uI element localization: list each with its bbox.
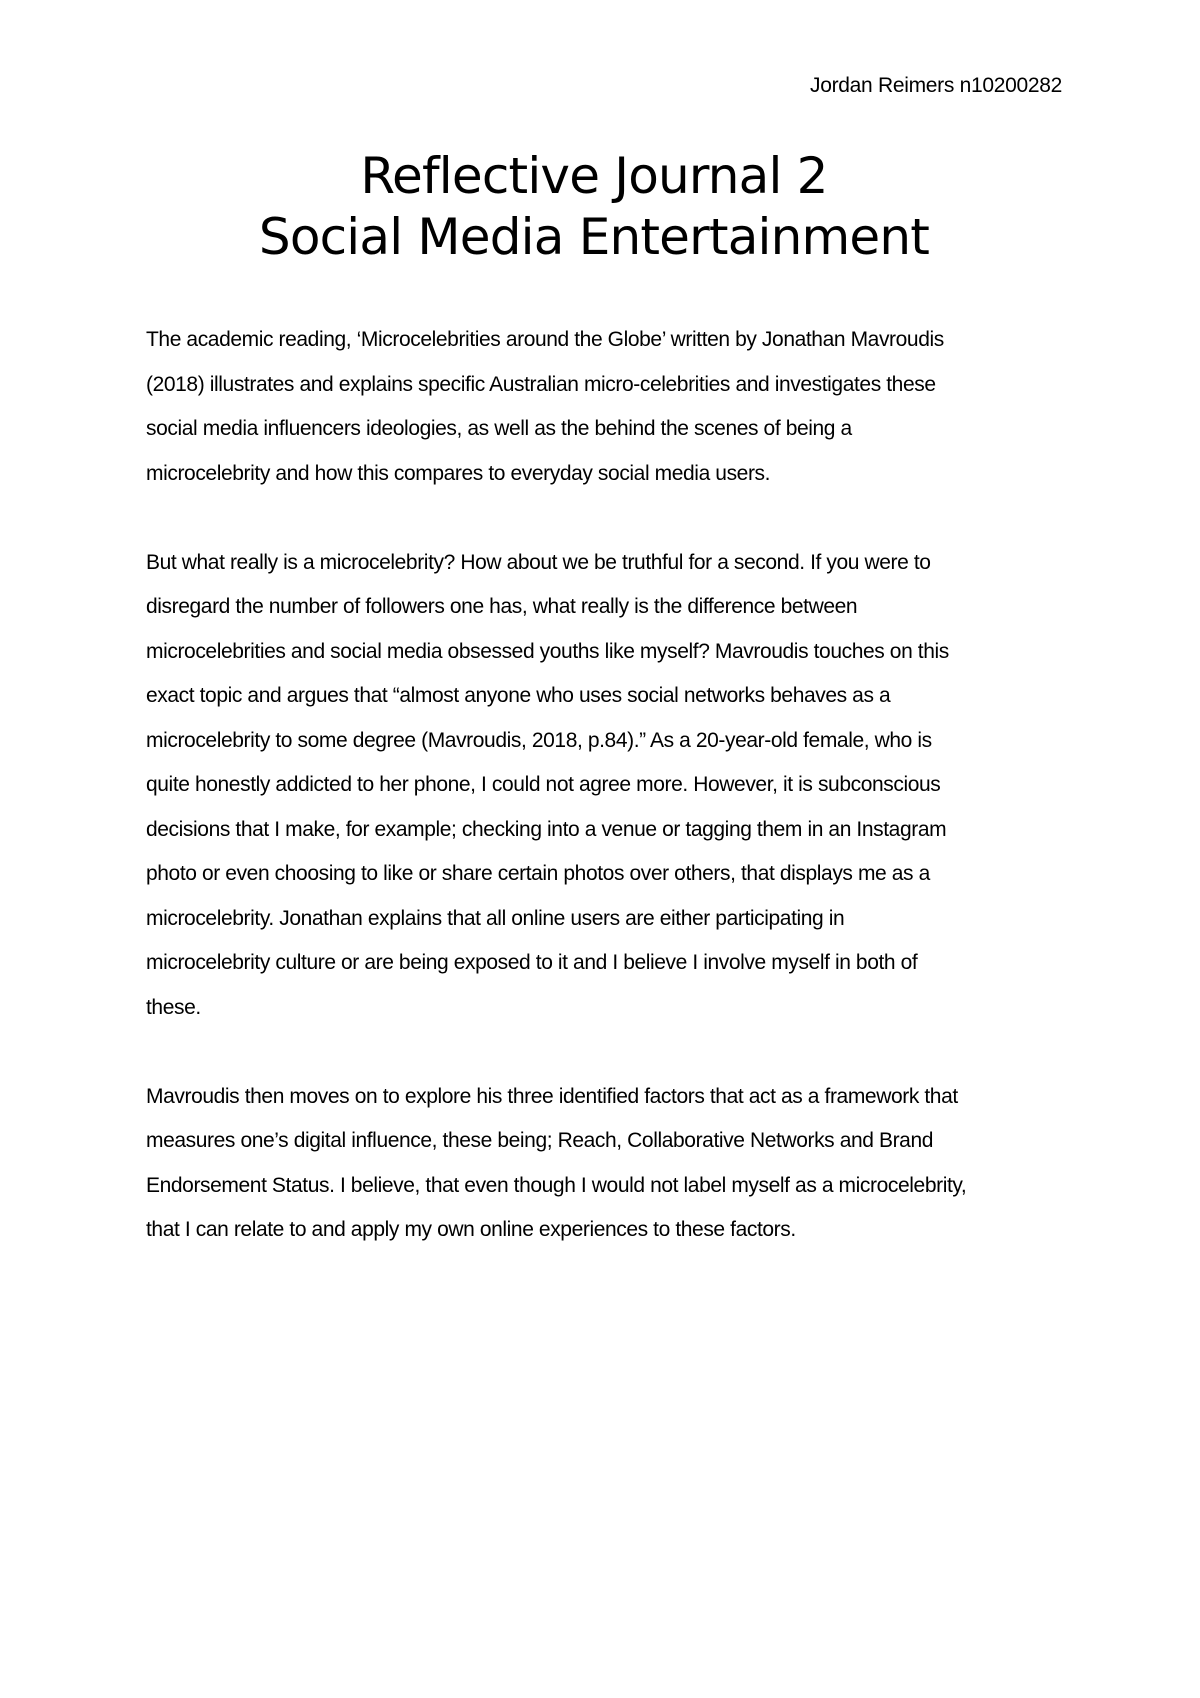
paragraph-line: disregard the number of followers one has, what really is the difference between <box>146 595 858 618</box>
paragraph-line: photo or even choosing to like or share certain photos over others, that displays me as a <box>146 862 930 885</box>
paragraph-line: The academic reading, ‘Microcelebrities around the Globe’ written by Jonathan Mavroudis <box>146 328 944 351</box>
paragraph-line: microcelebrities and social media obsessed youths like myself? Mavroudis touches on this <box>146 639 949 663</box>
paragraph-line: measures one’s digital influence, these being; Reach, Collaborative Networks and Brand <box>146 1129 934 1152</box>
author-header: Jordan Reimers n10200282 <box>810 74 1062 97</box>
paragraph-line: Endorsement Status. I believe, that even though I would not label myself as a microcelebrity, <box>146 1173 967 1197</box>
paragraph-line: (2018) illustrates and explains specific Australian micro-celebrities and investigates these <box>146 372 936 396</box>
paragraph-line: social media influencers ideologies, as well as the behind the scenes of being a <box>146 417 852 440</box>
document-body <box>146 318 1066 1253</box>
paragraph-gap <box>146 496 1066 541</box>
paragraph-line: microcelebrity. Jonathan explains that all online users are either participating in <box>146 906 845 930</box>
paragraph-line: Mavroudis then moves on to explore his three identified factors that act as a framework that <box>146 1084 958 1108</box>
paragraph-3 <box>146 1075 1066 1253</box>
paragraph-line: microcelebrity to some degree (Mavroudis, 2018, p.84).” As a 20-year-old female, who is <box>146 728 932 752</box>
paragraph-line: that I can relate to and apply my own online experiences to these factors. <box>146 1218 796 1241</box>
paragraph-2 <box>146 541 1066 1031</box>
paragraph-line: microcelebrity culture or are being exposed to it and I believe I involve myself in both of <box>146 951 918 974</box>
title-line-2: Social Media Entertainment <box>258 208 930 266</box>
page-title <box>0 146 1188 268</box>
paragraph-line: decisions that I make, for example; checking into a venue or tagging them in an Instagram <box>146 817 947 841</box>
title-line-1: Reflective Journal 2 <box>360 147 828 205</box>
paragraph-line: these. <box>146 995 201 1019</box>
paragraph-gap <box>146 1030 1066 1075</box>
paragraph-line: exact topic and argues that “almost anyone who uses social networks behaves as a <box>146 684 891 707</box>
paragraph-line: microcelebrity and how this compares to everyday social media users. <box>146 461 771 485</box>
paragraph-1 <box>146 318 1066 496</box>
paragraph-line: But what really is a microcelebrity? How about we be truthful for a second. If you were to <box>146 550 931 574</box>
paragraph-line: quite honestly addicted to her phone, I could not agree more. However, it is subconscious <box>146 773 941 796</box>
